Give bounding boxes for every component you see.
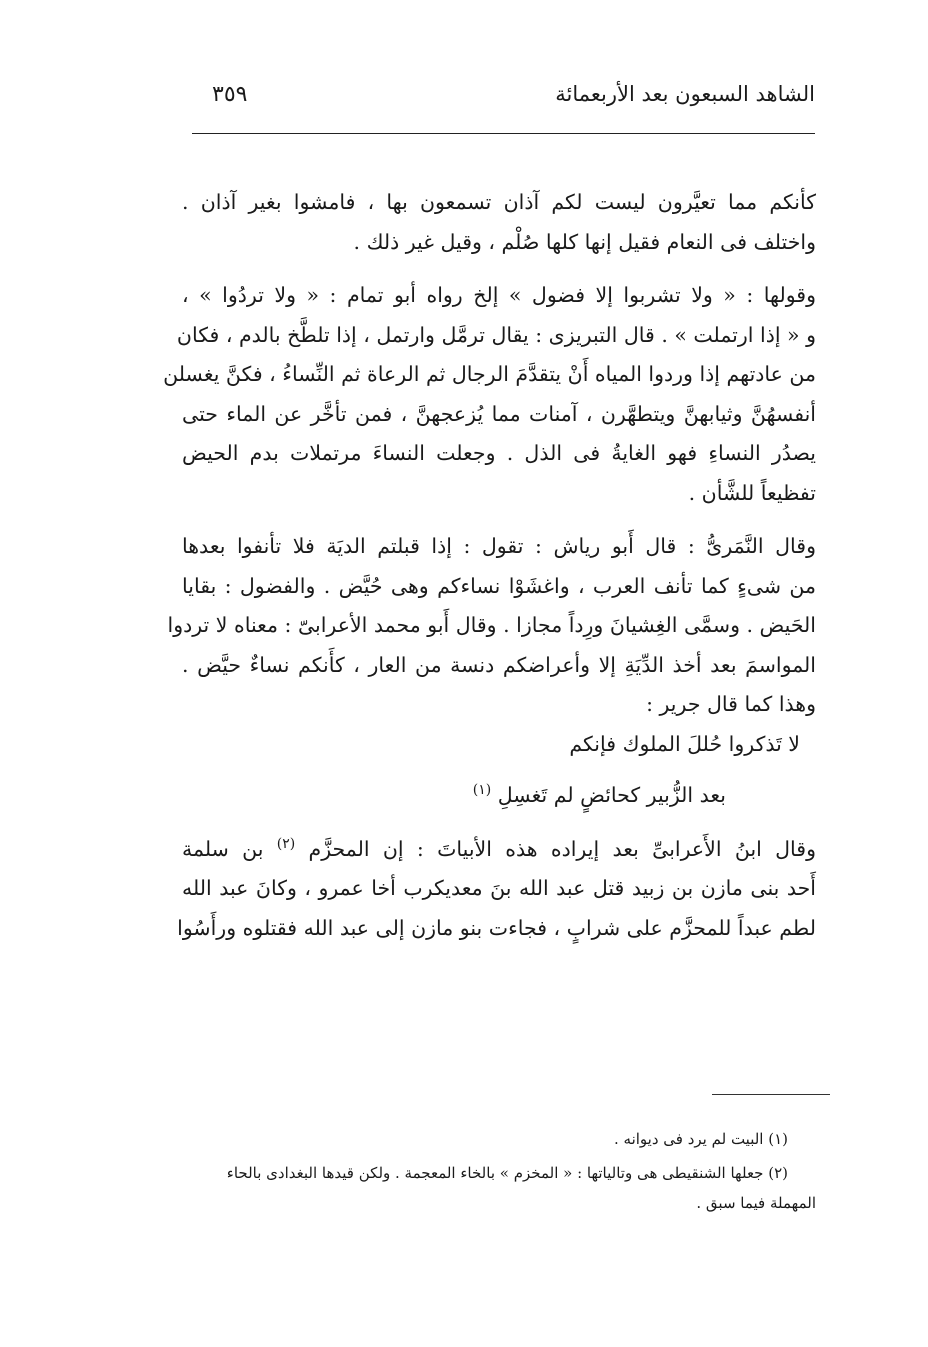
footnotes [183, 1124, 816, 1218]
page-header [200, 82, 815, 122]
text-line: وقال النَّمَرىُّ : قال أَبو رياش : تقول : إذا قبلتم الديَة فلا تأنفوا بعدها [182, 534, 816, 558]
text-line: الحَيض . وسمَّى الغِشيانَ ورِداً مجازا . وقال أَبو محمد الأعرابىّ : معناه لا تردوا [167, 613, 816, 637]
paragraph-4 [177, 830, 816, 949]
text-line: من شىءٍ كما تأنف العرب ، واغشَوْا نساءكم وهى حُيَّض . والفضول : بقايا [182, 573, 816, 598]
text-line: وهذا كما قال جرير : [646, 692, 816, 716]
header-rule [192, 133, 815, 134]
footnote-2: (٢) جعلها الشنقيطى هى وتالياتها : « المخزم » بالخاء المعجمة . ولكن قيدها البغدادى بالحاء [226, 1164, 788, 1182]
text-line [182, 830, 816, 870]
footnote-marker: (٢) [276, 835, 296, 852]
page-number: ٣٥٩ [212, 82, 248, 107]
verse-hemistich-1: لا تَذكروا حُللَ الملوك فإنكم [569, 731, 800, 756]
text-line: واختلف فى النعام فقيل إنها كلها صُلْم ، وقيل غير ذلك . [353, 229, 816, 254]
footnote-1: (١) البيت لم يرد فى ديوانه . [613, 1130, 788, 1148]
paragraph-3 [167, 527, 816, 816]
text-segment: وقال ابنُ الأَعرابىِّ بعد إيراده هذه الأبياتَ : إن المحزَّم [295, 836, 816, 861]
footnote-rule [712, 1094, 830, 1095]
paragraph-2 [163, 276, 816, 513]
text-segment: بن سلمة [182, 836, 277, 861]
verse-text: بعد الزُّبير كحائضٍ لم تَغسِلِ [497, 783, 726, 807]
paragraph-1 [182, 183, 816, 262]
footnote-2-continuation: المهملة فيما سبق . [696, 1194, 816, 1212]
text-line: وقولها : « ولا تشربوا إلا فضول » إلخ رواه أبو تمام : « ولا تردُوا » ، [182, 283, 816, 307]
text-line: من عادتهم إذا وردوا المياه أَنْ يتقدَّمَ الرجال ثم الرعاة ثم النِّساءُ ، فكنَّ يغسلن [163, 362, 816, 386]
text-line: تفظيعاً للشَّأن . [688, 480, 816, 505]
text-line: و « إذا ارتملت » . قال التبريزى : يقال ترمَّل وارتمل ، إذا تلطَّخ بالدم ، فكان [176, 322, 816, 347]
text-line: كأنكم مما تعيَّرون ليست لكم آذان تسمعون بها ، فامشوا بغير آذان . [182, 190, 816, 214]
main-text [163, 183, 816, 948]
running-title: الشاهد السبعون بعد الأربعمائة [555, 82, 815, 106]
text-line: لطم عبداً للمحزَّم على شرابٍ ، فجاءت بنو مازن إلى عبد الله فقتلوه ورأَسُوا [177, 915, 816, 940]
poem-verse [182, 725, 816, 816]
text-line: المواسمَ بعد أخذ الدِّيَةِ إلا وأعراضكم دنسة من العار ، كأَنكم نساءٌ حيَّض . [182, 652, 816, 677]
verse-hemistich-2 [182, 776, 816, 816]
text-line: يصدُر النساءِ فهو الغايةُ فى الذل . وجعلت النساءَ مرتملات بدم الحيض [182, 441, 816, 465]
text-line: أَحد بنى مازن بن زبيد قتل عبد الله بنَ معديكرب أخا عمرو ، وكانَ عبد الله [182, 876, 816, 900]
footnote-marker: (١) [472, 782, 492, 799]
text-line: أنفسهُنَّ وثيابهنَّ ويتطهَّرن ، آمنات مما يُزعجهنَّ ، فمن تأخَّر عن الماء حتى [182, 401, 816, 426]
